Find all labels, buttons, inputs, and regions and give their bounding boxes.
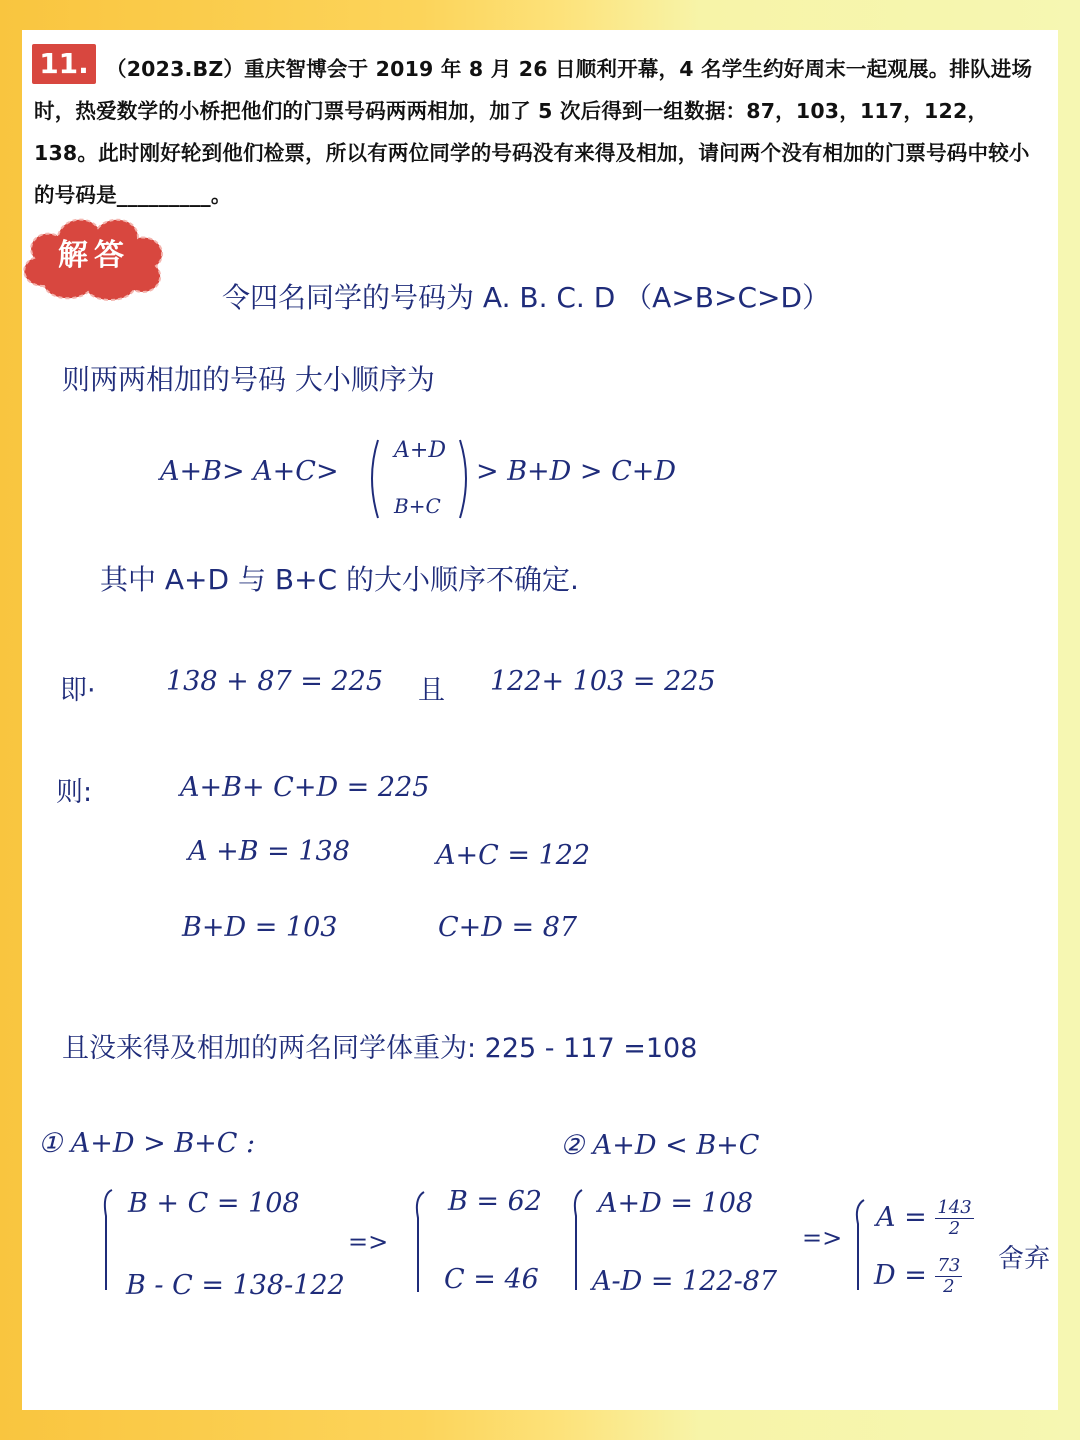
hw-arrow1: => <box>348 1228 389 1256</box>
hw-c1-b: B = 62 <box>448 1186 542 1217</box>
hw-c2-eq2: A-D = 122-87 <box>592 1266 778 1297</box>
brace-case2-eq <box>568 1186 588 1296</box>
hw-ji: 即· <box>60 675 96 706</box>
hw-ineq-right: > B+D > C+D <box>476 456 677 487</box>
hw-c1-c: C = 46 <box>444 1264 539 1295</box>
hw-case2-title: ② A+D < B+C <box>560 1130 760 1161</box>
hw-total: A+B+ C+D = 225 <box>180 772 430 803</box>
hw-qie: 且 <box>418 675 445 706</box>
hw-line-note: 其中 A+D 与 B+C 的大小顺序不确定. <box>100 563 579 596</box>
hw-arrow2: => <box>802 1224 843 1252</box>
hw-c2-a-den: 2 <box>948 1218 961 1239</box>
hw-c2-eq1: A+D = 108 <box>598 1188 754 1219</box>
hw-missing-sum: 且没来得及相加的两名同学体重为: 225 - 117 =108 <box>62 1033 698 1064</box>
hw-c2-a-num: 143 <box>937 1197 972 1218</box>
hw-c2-d-num: 73 <box>937 1255 961 1276</box>
hw-ineq-ad: A+D <box>394 438 446 463</box>
hw-line-order: 则两两相加的号码 大小顺序为 <box>62 363 435 396</box>
hw-case1-title: ① A+D > B+C : <box>38 1128 256 1159</box>
hw-ac: A+C = 122 <box>436 840 591 871</box>
answer-badge-label: 解答 <box>58 238 130 273</box>
hw-bd: B+D = 103 <box>182 912 338 943</box>
hw-discard: 舍弃 <box>998 1244 1051 1274</box>
hw-sum1: 138 + 87 = 225 <box>166 666 384 697</box>
hw-c1-eq2: B - C = 138-122 <box>126 1270 345 1301</box>
hw-c2-d: D = $\frac{73}{2}$ <box>874 1255 961 1297</box>
hw-ab: A +B = 138 <box>188 836 350 867</box>
hw-line-define: 令四名同学的号码为 A. B. C. D （A>B>C>D） <box>222 281 831 314</box>
hw-ineq-bc: B+C <box>394 494 441 518</box>
brace-case1-eq <box>98 1186 118 1298</box>
hw-ze: 则: <box>56 777 93 808</box>
hw-cd: C+D = 87 <box>438 912 578 943</box>
hw-c2-d-den: 2 <box>943 1276 955 1297</box>
brace-case1-result <box>410 1188 430 1298</box>
question-text: （2023.BZ）重庆智博会于 2019 年 8 月 26 日顺利开幕，4 名学生约好周末一起观展。排队进场时，热爱数学的小桥把他们的门票号码两两相加，加了 5 次后得到一组数据：87，103，117，122，138。此时刚好轮到他们检票，所以有两位同学的号码没有来得及相加，请问两个没有相加的门票号码中较小的号码是_________。 <box>34 57 1033 207</box>
question-number-badge: 11. <box>32 44 96 84</box>
hw-sum2: 122+ 103 = 225 <box>490 666 716 697</box>
hw-c2-a: A = $\frac{143}{2}$ <box>876 1197 972 1239</box>
hw-ineq-left: A+B> A+C> <box>160 456 339 487</box>
brace-case2-result <box>850 1196 870 1296</box>
hw-c1-eq1: B + C = 108 <box>128 1188 300 1219</box>
